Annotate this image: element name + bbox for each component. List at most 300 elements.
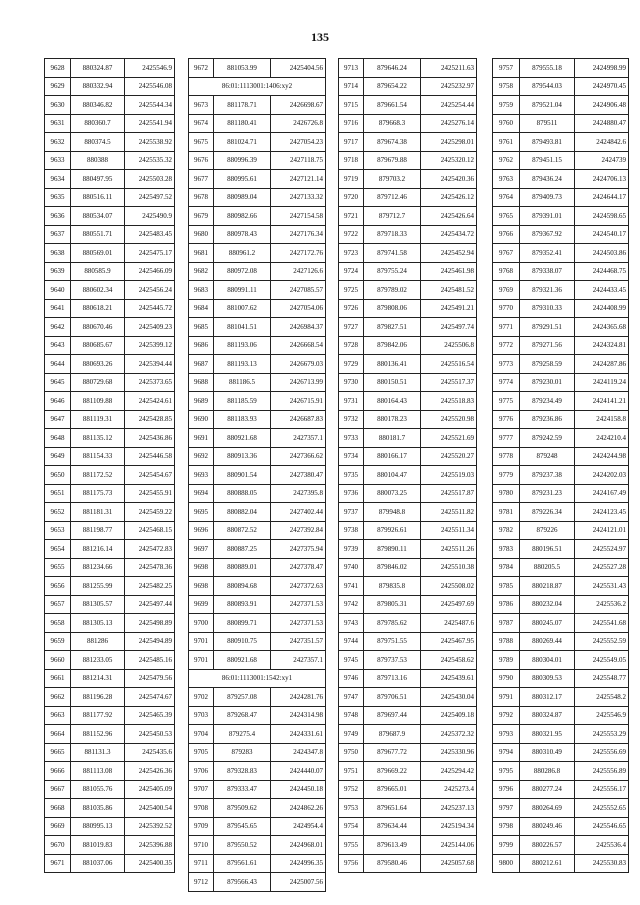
y-coordinate: 2425517.87 bbox=[421, 484, 477, 503]
y-coordinate: 2424210.4 bbox=[575, 429, 629, 448]
y-coordinate: 2425396.88 bbox=[125, 836, 175, 855]
y-coordinate: 2424440.07 bbox=[271, 762, 326, 781]
point-number: 9646 bbox=[45, 392, 71, 411]
table-row bbox=[339, 447, 477, 466]
y-coordinate: 2425426.36 bbox=[125, 762, 175, 781]
point-number: 9641 bbox=[45, 299, 71, 318]
x-coordinate: 879785.62 bbox=[364, 614, 421, 633]
table-row bbox=[493, 355, 629, 374]
table-row bbox=[45, 188, 175, 207]
y-coordinate: 2424906.48 bbox=[575, 96, 629, 115]
y-coordinate: 2425057.68 bbox=[421, 854, 477, 873]
y-coordinate: 2425426.12 bbox=[421, 188, 477, 207]
point-number: 9726 bbox=[339, 299, 364, 318]
table-row bbox=[189, 151, 326, 170]
x-coordinate: 881037.06 bbox=[71, 854, 125, 873]
point-number: 9737 bbox=[339, 503, 364, 522]
point-number: 9719 bbox=[339, 170, 364, 189]
y-coordinate: 2424880.47 bbox=[575, 114, 629, 133]
x-coordinate: 880360.7 bbox=[71, 114, 125, 133]
x-coordinate: 879835.8 bbox=[364, 577, 421, 596]
x-coordinate: 881019.83 bbox=[71, 836, 125, 855]
y-coordinate: 2425445.72 bbox=[125, 299, 175, 318]
y-coordinate: 2425518.83 bbox=[421, 392, 477, 411]
x-coordinate: 879665.01 bbox=[364, 780, 421, 799]
point-number: 9702 bbox=[189, 688, 214, 707]
table-row bbox=[493, 188, 629, 207]
table-row bbox=[493, 503, 629, 522]
table-row bbox=[45, 114, 175, 133]
x-coordinate: 880670.46 bbox=[71, 318, 125, 337]
x-coordinate: 880073.25 bbox=[364, 484, 421, 503]
x-coordinate: 881135.12 bbox=[71, 429, 125, 448]
y-coordinate: 2425400.35 bbox=[125, 854, 175, 873]
y-coordinate: 2425535.32 bbox=[125, 151, 175, 170]
point-number: 9771 bbox=[493, 318, 520, 337]
coord-table-3 bbox=[338, 58, 477, 873]
table-row bbox=[493, 96, 629, 115]
table-row bbox=[45, 151, 175, 170]
point-number: 9670 bbox=[45, 836, 71, 855]
point-number: 9775 bbox=[493, 392, 520, 411]
x-coordinate: 879544.03 bbox=[520, 77, 575, 96]
table-row bbox=[189, 336, 326, 355]
y-coordinate: 2427375.94 bbox=[271, 540, 326, 559]
table-row bbox=[339, 151, 477, 170]
y-coordinate: 2425465.39 bbox=[125, 706, 175, 725]
table-row bbox=[493, 614, 629, 633]
y-coordinate: 2424450.18 bbox=[271, 780, 326, 799]
y-coordinate: 2425544.34 bbox=[125, 96, 175, 115]
point-number: 9715 bbox=[339, 96, 364, 115]
x-coordinate: 881185.59 bbox=[214, 392, 271, 411]
y-coordinate: 2424968.01 bbox=[271, 836, 326, 855]
x-coordinate: 880286.8 bbox=[520, 762, 575, 781]
y-coordinate: 2425439.61 bbox=[421, 669, 477, 688]
x-coordinate: 880196.51 bbox=[520, 540, 575, 559]
x-coordinate: 881178.71 bbox=[214, 96, 271, 115]
point-number: 9729 bbox=[339, 355, 364, 374]
point-number: 9663 bbox=[45, 706, 71, 725]
x-coordinate: 881216.14 bbox=[71, 540, 125, 559]
y-coordinate: 2424167.49 bbox=[575, 484, 629, 503]
x-coordinate: 879226 bbox=[520, 521, 575, 540]
table-row bbox=[45, 799, 175, 818]
point-number: 9643 bbox=[45, 336, 71, 355]
section-label: 86:01:1113001:1406:xy2 bbox=[189, 77, 326, 96]
y-coordinate: 2425497.74 bbox=[421, 318, 477, 337]
y-coordinate: 2427118.75 bbox=[271, 151, 326, 170]
table-row bbox=[493, 725, 629, 744]
point-number: 9798 bbox=[493, 817, 520, 836]
table-row bbox=[189, 780, 326, 799]
point-number: 9683 bbox=[189, 281, 214, 300]
point-number: 9792 bbox=[493, 706, 520, 725]
y-coordinate: 2425536.4 bbox=[575, 836, 629, 855]
table-row bbox=[339, 836, 477, 855]
point-number: 9706 bbox=[189, 762, 214, 781]
y-coordinate: 2425553.29 bbox=[575, 725, 629, 744]
y-coordinate: 2424314.98 bbox=[271, 706, 326, 725]
point-number: 9693 bbox=[189, 466, 214, 485]
x-coordinate: 879661.54 bbox=[364, 96, 421, 115]
point-number: 9634 bbox=[45, 170, 71, 189]
table-row bbox=[45, 318, 175, 337]
x-coordinate: 879805.31 bbox=[364, 595, 421, 614]
point-number: 9738 bbox=[339, 521, 364, 540]
table-row bbox=[339, 558, 477, 577]
x-coordinate: 879566.43 bbox=[214, 873, 271, 892]
table-row bbox=[45, 651, 175, 670]
x-coordinate: 879713.16 bbox=[364, 669, 421, 688]
table-row bbox=[189, 225, 326, 244]
point-number: 9655 bbox=[45, 558, 71, 577]
table-row bbox=[339, 392, 477, 411]
point-number: 9630 bbox=[45, 96, 71, 115]
point-number: 9754 bbox=[339, 817, 364, 836]
y-coordinate: 2424365.68 bbox=[575, 318, 629, 337]
x-coordinate: 881196.28 bbox=[71, 688, 125, 707]
point-number: 9652 bbox=[45, 503, 71, 522]
point-number: 9697 bbox=[189, 540, 214, 559]
point-number: 9739 bbox=[339, 540, 364, 559]
table-row bbox=[45, 743, 175, 762]
x-coordinate: 879226.34 bbox=[520, 503, 575, 522]
table-row bbox=[45, 392, 175, 411]
y-coordinate: 2425446.58 bbox=[125, 447, 175, 466]
x-coordinate: 879646.24 bbox=[364, 59, 421, 78]
y-coordinate: 2425007.56 bbox=[271, 873, 326, 892]
y-coordinate: 2427371.53 bbox=[271, 614, 326, 633]
x-coordinate: 879827.51 bbox=[364, 318, 421, 337]
y-coordinate: 2425144.06 bbox=[421, 836, 477, 855]
x-coordinate: 879257.08 bbox=[214, 688, 271, 707]
table-row bbox=[339, 96, 477, 115]
y-coordinate: 2425520.27 bbox=[421, 447, 477, 466]
y-coordinate: 2424598.65 bbox=[575, 207, 629, 226]
x-coordinate: 880310.49 bbox=[520, 743, 575, 762]
table-row bbox=[493, 447, 629, 466]
x-coordinate: 879367.92 bbox=[520, 225, 575, 244]
table-row bbox=[189, 429, 326, 448]
point-number: 9648 bbox=[45, 429, 71, 448]
table-row bbox=[339, 244, 477, 263]
x-coordinate: 880882.04 bbox=[214, 503, 271, 522]
x-coordinate: 879751.55 bbox=[364, 632, 421, 651]
point-number: 9782 bbox=[493, 521, 520, 540]
table-row bbox=[339, 688, 477, 707]
table-row bbox=[189, 521, 326, 540]
y-coordinate: 2425466.09 bbox=[125, 262, 175, 281]
point-number: 9743 bbox=[339, 614, 364, 633]
x-coordinate: 879555.18 bbox=[520, 59, 575, 78]
table-row bbox=[189, 447, 326, 466]
y-coordinate: 2425373.65 bbox=[125, 373, 175, 392]
x-coordinate: 881234.66 bbox=[71, 558, 125, 577]
table-row bbox=[493, 244, 629, 263]
x-coordinate: 881180.41 bbox=[214, 114, 271, 133]
point-number: 9748 bbox=[339, 706, 364, 725]
y-coordinate: 2425546.08 bbox=[125, 77, 175, 96]
table-row bbox=[189, 725, 326, 744]
x-coordinate: 879741.58 bbox=[364, 244, 421, 263]
y-coordinate: 2427133.32 bbox=[271, 188, 326, 207]
y-coordinate: 2426715.91 bbox=[271, 392, 326, 411]
y-coordinate: 2427372.63 bbox=[271, 577, 326, 596]
x-coordinate: 880693.26 bbox=[71, 355, 125, 374]
table-row bbox=[339, 762, 477, 781]
y-coordinate: 2425399.12 bbox=[125, 336, 175, 355]
y-coordinate: 2424244.98 bbox=[575, 447, 629, 466]
x-coordinate: 881305.13 bbox=[71, 614, 125, 633]
table-row bbox=[45, 225, 175, 244]
y-coordinate: 2425546.9 bbox=[125, 59, 175, 78]
point-number: 9713 bbox=[339, 59, 364, 78]
table-row bbox=[45, 244, 175, 263]
x-coordinate: 880972.08 bbox=[214, 262, 271, 281]
point-number: 9640 bbox=[45, 281, 71, 300]
y-coordinate: 2425294.42 bbox=[421, 762, 477, 781]
y-coordinate: 2425538.92 bbox=[125, 133, 175, 152]
point-number: 9769 bbox=[493, 281, 520, 300]
point-number: 9781 bbox=[493, 503, 520, 522]
y-coordinate: 2425434.72 bbox=[421, 225, 477, 244]
x-coordinate: 880978.43 bbox=[214, 225, 271, 244]
y-coordinate: 2425498.89 bbox=[125, 614, 175, 633]
x-coordinate: 879521.04 bbox=[520, 96, 575, 115]
point-number: 9650 bbox=[45, 466, 71, 485]
point-number: 9678 bbox=[189, 188, 214, 207]
x-coordinate: 880516.11 bbox=[71, 188, 125, 207]
y-coordinate: 2427378.47 bbox=[271, 558, 326, 577]
y-coordinate: 2424408.99 bbox=[575, 299, 629, 318]
y-coordinate: 2425517.37 bbox=[421, 373, 477, 392]
y-coordinate: 2427380.47 bbox=[271, 466, 326, 485]
table-row bbox=[339, 207, 477, 226]
point-number: 9718 bbox=[339, 151, 364, 170]
y-coordinate: 2425254.44 bbox=[421, 96, 477, 115]
point-number: 9709 bbox=[189, 817, 214, 836]
y-coordinate: 2425546.9 bbox=[575, 706, 629, 725]
x-coordinate: 879712.46 bbox=[364, 188, 421, 207]
table-row bbox=[493, 429, 629, 448]
y-coordinate: 2425454.67 bbox=[125, 466, 175, 485]
y-coordinate: 2425508.02 bbox=[421, 577, 477, 596]
table-row bbox=[45, 96, 175, 115]
y-coordinate: 2424347.8 bbox=[271, 743, 326, 762]
point-number: 9749 bbox=[339, 725, 364, 744]
point-number: 9654 bbox=[45, 540, 71, 559]
x-coordinate: 881035.86 bbox=[71, 799, 125, 818]
table-row bbox=[493, 521, 629, 540]
y-coordinate: 2424202.03 bbox=[575, 466, 629, 485]
point-number: 9761 bbox=[493, 133, 520, 152]
point-number: 9745 bbox=[339, 651, 364, 670]
y-coordinate: 2425483.45 bbox=[125, 225, 175, 244]
y-coordinate: 2424123.45 bbox=[575, 503, 629, 522]
point-number: 9750 bbox=[339, 743, 364, 762]
point-number: 9681 bbox=[189, 244, 214, 263]
y-coordinate: 2425552.59 bbox=[575, 632, 629, 651]
y-coordinate: 2424644.17 bbox=[575, 188, 629, 207]
y-coordinate: 2425320.12 bbox=[421, 151, 477, 170]
x-coordinate: 880205.5 bbox=[520, 558, 575, 577]
x-coordinate: 880872.52 bbox=[214, 521, 271, 540]
y-coordinate: 2425497.69 bbox=[421, 595, 477, 614]
x-coordinate: 880569.01 bbox=[71, 244, 125, 263]
y-coordinate: 2425511.34 bbox=[421, 521, 477, 540]
x-coordinate: 879679.88 bbox=[364, 151, 421, 170]
point-number: 9690 bbox=[189, 410, 214, 429]
x-coordinate: 881214.31 bbox=[71, 669, 125, 688]
y-coordinate: 2425527.28 bbox=[575, 558, 629, 577]
point-number: 9728 bbox=[339, 336, 364, 355]
x-coordinate: 879321.36 bbox=[520, 281, 575, 300]
x-coordinate: 880150.51 bbox=[364, 373, 421, 392]
x-coordinate: 881041.51 bbox=[214, 318, 271, 337]
table-row bbox=[339, 336, 477, 355]
point-number: 9730 bbox=[339, 373, 364, 392]
page-number: 135 bbox=[311, 30, 329, 44]
y-coordinate: 2425211.63 bbox=[421, 59, 477, 78]
x-coordinate: 879706.51 bbox=[364, 688, 421, 707]
coord-table-1 bbox=[44, 58, 175, 873]
table-row bbox=[493, 262, 629, 281]
point-number: 9666 bbox=[45, 762, 71, 781]
x-coordinate: 880178.23 bbox=[364, 410, 421, 429]
point-number: 9698 bbox=[189, 577, 214, 596]
x-coordinate: 880921.68 bbox=[214, 651, 271, 670]
y-coordinate: 2425475.17 bbox=[125, 244, 175, 263]
x-coordinate: 880374.5 bbox=[71, 133, 125, 152]
x-coordinate: 879283 bbox=[214, 743, 271, 762]
y-coordinate: 2425478.36 bbox=[125, 558, 175, 577]
y-coordinate: 2425430.04 bbox=[421, 688, 477, 707]
point-number: 9684 bbox=[189, 299, 214, 318]
y-coordinate: 2427154.58 bbox=[271, 207, 326, 226]
x-coordinate: 880321.95 bbox=[520, 725, 575, 744]
y-coordinate: 2425519.03 bbox=[421, 466, 477, 485]
point-number: 9637 bbox=[45, 225, 71, 244]
table-row bbox=[339, 799, 477, 818]
point-number: 9659 bbox=[45, 632, 71, 651]
x-coordinate: 880226.57 bbox=[520, 836, 575, 855]
table-row bbox=[493, 225, 629, 244]
x-coordinate: 879712.7 bbox=[364, 207, 421, 226]
y-coordinate: 2425490.9 bbox=[125, 207, 175, 226]
point-number: 9740 bbox=[339, 558, 364, 577]
point-number: 9667 bbox=[45, 780, 71, 799]
table-row bbox=[45, 447, 175, 466]
point-number: 9687 bbox=[189, 355, 214, 374]
x-coordinate: 880332.94 bbox=[71, 77, 125, 96]
point-number: 9661 bbox=[45, 669, 71, 688]
table-row bbox=[189, 540, 326, 559]
point-number: 9686 bbox=[189, 336, 214, 355]
x-coordinate: 881186.5 bbox=[214, 373, 271, 392]
table-row bbox=[493, 577, 629, 596]
x-coordinate: 879687.9 bbox=[364, 725, 421, 744]
point-number: 9779 bbox=[493, 466, 520, 485]
point-number: 9674 bbox=[189, 114, 214, 133]
point-number: 9691 bbox=[189, 429, 214, 448]
table-row bbox=[189, 392, 326, 411]
point-number: 9733 bbox=[339, 429, 364, 448]
point-number: 9741 bbox=[339, 577, 364, 596]
point-number: 9660 bbox=[45, 651, 71, 670]
x-coordinate: 880346.82 bbox=[71, 96, 125, 115]
table-row bbox=[189, 355, 326, 374]
table-row bbox=[45, 299, 175, 318]
x-coordinate: 879248 bbox=[520, 447, 575, 466]
point-number: 9685 bbox=[189, 318, 214, 337]
y-coordinate: 2424158.8 bbox=[575, 410, 629, 429]
table-row bbox=[493, 373, 629, 392]
x-coordinate: 880888.05 bbox=[214, 484, 271, 503]
x-coordinate: 879808.06 bbox=[364, 299, 421, 318]
table-row bbox=[189, 262, 326, 281]
x-coordinate: 880585.9 bbox=[71, 262, 125, 281]
y-coordinate: 2425405.09 bbox=[125, 780, 175, 799]
table-row bbox=[45, 725, 175, 744]
point-number: 9732 bbox=[339, 410, 364, 429]
point-number: 9751 bbox=[339, 762, 364, 781]
point-number: 9784 bbox=[493, 558, 520, 577]
table-row bbox=[339, 651, 477, 670]
point-number: 9679 bbox=[189, 207, 214, 226]
table-row bbox=[339, 225, 477, 244]
y-coordinate: 2424331.61 bbox=[271, 725, 326, 744]
table-row bbox=[493, 817, 629, 836]
point-number: 9668 bbox=[45, 799, 71, 818]
table-row bbox=[45, 577, 175, 596]
table-row bbox=[189, 836, 326, 855]
point-number: 9664 bbox=[45, 725, 71, 744]
y-coordinate: 2425506.8 bbox=[421, 336, 477, 355]
table-row bbox=[493, 595, 629, 614]
y-coordinate: 2425459.22 bbox=[125, 503, 175, 522]
point-number: 9644 bbox=[45, 355, 71, 374]
table-row bbox=[493, 651, 629, 670]
table-row bbox=[493, 799, 629, 818]
x-coordinate: 880534.07 bbox=[71, 207, 125, 226]
point-number: 9755 bbox=[339, 836, 364, 855]
x-coordinate: 881183.93 bbox=[214, 410, 271, 429]
table-row bbox=[189, 133, 326, 152]
y-coordinate: 2424433.45 bbox=[575, 281, 629, 300]
table-row bbox=[189, 207, 326, 226]
point-number: 9759 bbox=[493, 96, 520, 115]
table-row bbox=[189, 651, 326, 670]
x-coordinate: 880104.47 bbox=[364, 466, 421, 485]
point-number: 9671 bbox=[45, 854, 71, 873]
x-coordinate: 879333.47 bbox=[214, 780, 271, 799]
point-number: 9705 bbox=[189, 743, 214, 762]
point-number: 9675 bbox=[189, 133, 214, 152]
y-coordinate: 2425372.32 bbox=[421, 725, 477, 744]
table-row bbox=[339, 780, 477, 799]
table-row bbox=[339, 725, 477, 744]
table-row bbox=[339, 77, 477, 96]
table-row bbox=[493, 410, 629, 429]
y-coordinate: 2425549.05 bbox=[575, 651, 629, 670]
table-row bbox=[493, 780, 629, 799]
point-number: 9799 bbox=[493, 836, 520, 855]
section-row bbox=[189, 77, 326, 96]
point-number: 9631 bbox=[45, 114, 71, 133]
table-row bbox=[189, 558, 326, 577]
point-number: 9795 bbox=[493, 762, 520, 781]
